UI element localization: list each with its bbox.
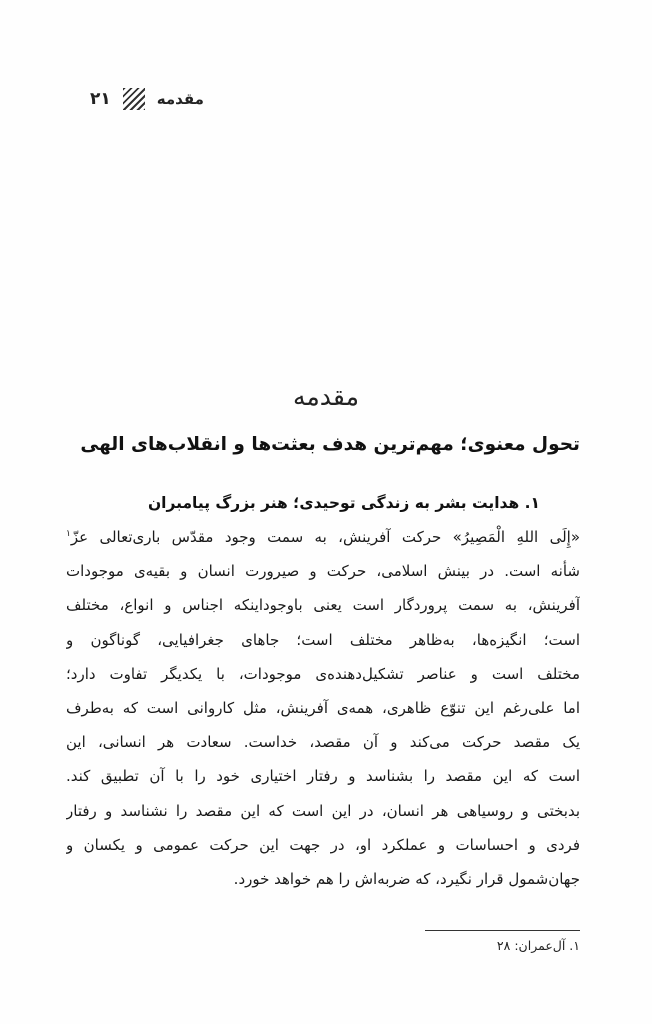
- footnote-marker: ۱: [66, 529, 71, 539]
- page-number: ۲۱: [90, 89, 111, 109]
- body-line: مختلف است و عناصر تشکیل‌دهنده‌ی موجودات، با یکدیگر تفاوت دارد؛: [66, 664, 580, 683]
- body-line: جهان‌شمول قرار نگیرد، که ضربه‌اش را هم خواهد خورد.: [233, 869, 580, 888]
- header-ornament-icon: [123, 88, 145, 110]
- running-header: [90, 88, 204, 110]
- body-line: اما علی‌رغم این تنوّع ظاهری، همه‌ی آفرینش، مثل کاروانی است که به‌طرف: [66, 698, 580, 717]
- body-line: شأنه است. در بینش اسلامی، حرکت و صیرورت انسان و بقیه‌ی موجودات: [66, 562, 580, 581]
- running-header-title: مقدمه: [156, 90, 204, 108]
- body-line: فردی و احساسات و عملکرد او، در جهت این حرکت عمومی و یکسان و: [66, 835, 580, 854]
- section-heading: تحول معنوی؛ مهم‌ترین هدف بعثت‌ها و انقلاب‌های الهی: [80, 434, 580, 455]
- body-paragraph: [66, 520, 580, 896]
- body-line: [66, 520, 580, 554]
- footnote: ۱. آل‌عمران: ۲۸: [496, 938, 580, 953]
- body-line: است؛ انگیزه‌ها، به‌ظاهر مختلف است؛ جاهای جغرافیایی، گوناگون و: [66, 630, 580, 649]
- body-line: آفرینش، به سمت پروردگار است یعنی باوجوداینکه اجناس و انواع، مختلف: [66, 596, 580, 615]
- footnote-divider: [425, 930, 580, 931]
- body-line: یک مقصد حرکت می‌کند و آن مقصد، خداست. سعادت هر انسانی، این: [66, 733, 580, 752]
- subsection-heading: ۱. هدایت بشر به زندگی توحیدی؛ هنر بزرگ پیامبران: [147, 494, 540, 512]
- body-line: است که این مقصد را بشناسد و رفتار اختیاری خود را با آن تطبیق کند.: [66, 767, 580, 786]
- body-line: بدبختی و روسیاهی هر انسان، در این است که این مقصد را نشناسد و رفتار: [66, 801, 580, 820]
- chapter-title: مقدمه: [293, 382, 359, 411]
- body-line-text: «إِلَی اللهِ الْمَصِیرُ» حرکت آفرینش، به سمت وجود مقدّس باری‌تعالی عزّ: [70, 528, 580, 546]
